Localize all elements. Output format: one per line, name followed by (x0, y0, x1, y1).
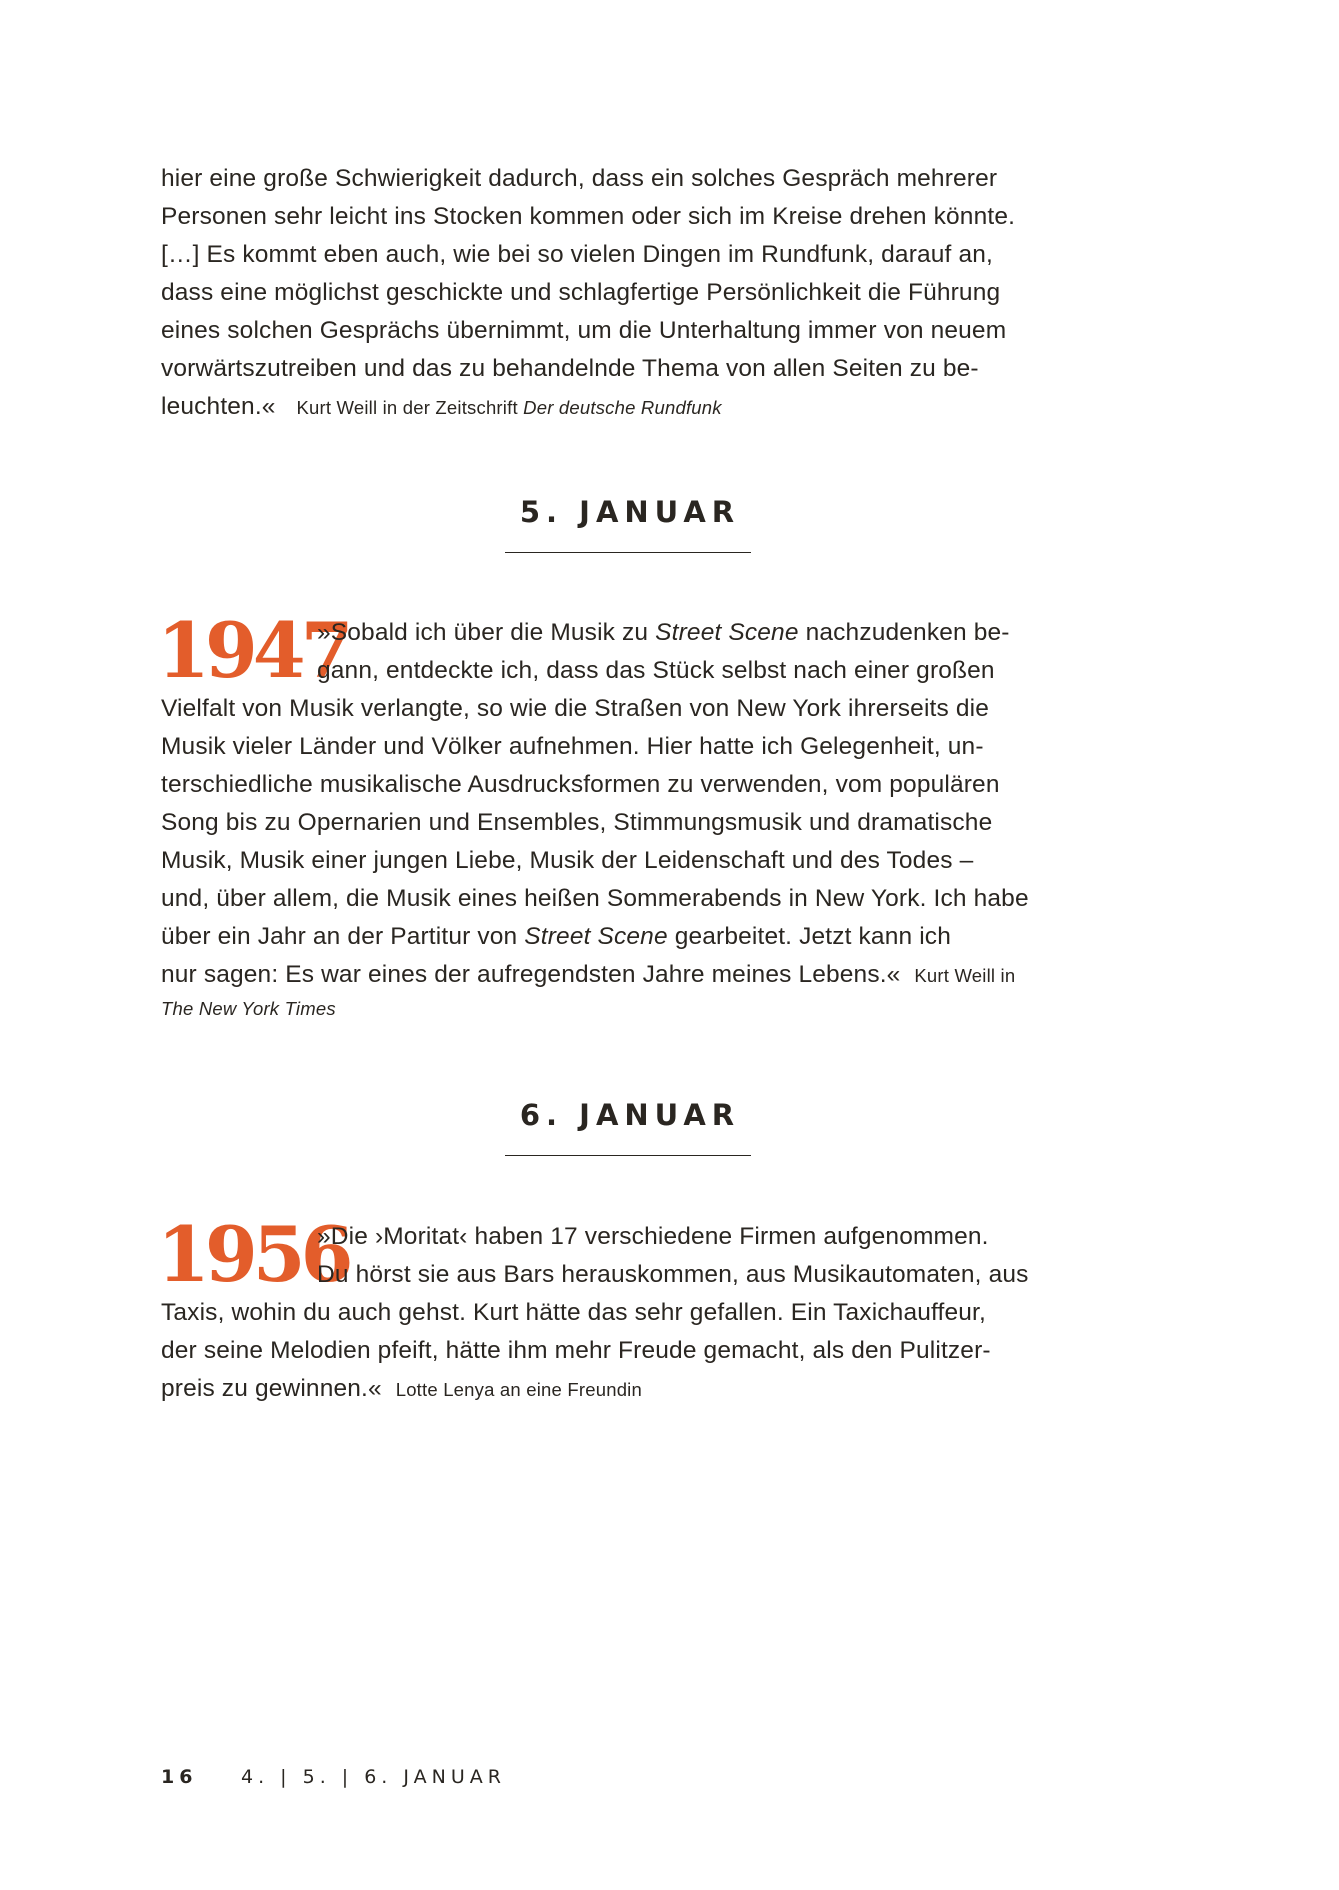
intro-line: vorwärtszutreiben und das zu behandelnde Thema von allen Seiten zu be- (161, 355, 979, 382)
jan6-line: Taxis, wohin du auch gehst. Kurt hätte das sehr gefallen. Ein Taxichauffeur, (161, 1299, 986, 1326)
page-number: 16 (161, 1766, 198, 1788)
intro-line: dass eine möglichst geschickte und schlagfertige Persönlichkeit die Führung (161, 279, 1001, 306)
jan6-line: »Die ›Moritat‹ haben 17 verschiedene Firmen aufgenommen. (317, 1223, 989, 1250)
jan5-entry (161, 614, 1099, 1024)
jan5-quote-end: nur sagen: Es war eines der aufregendsten Jahre meines Lebens.« (161, 961, 901, 988)
jan5-line (161, 918, 1099, 956)
jan5-line: Vielfalt von Musik verlangte, so wie die Straßen von New York ihrerseits die (161, 695, 990, 722)
jan5-line: Musik, Musik einer jungen Liebe, Musik der Leidenschaft und des Todes – (161, 847, 974, 874)
jan6-year: 1956 (157, 1210, 349, 1299)
jan5-source-title: The New York Times (161, 998, 336, 1019)
jan5-line9-pre: über ein Jahr an der Partitur von (161, 923, 518, 950)
jan6-heading: 6. JANUAR (519, 1098, 741, 1132)
jan6-entry (161, 1218, 1099, 1408)
intro-source (296, 397, 721, 418)
jan5-line (161, 614, 1099, 652)
intro-line: Personen sehr leicht ins Stocken kommen oder sich im Kreise drehen könnte. (161, 203, 1016, 230)
jan5-heading-wrap (0, 495, 1260, 529)
jan6-line (161, 1370, 1099, 1408)
page-footer (161, 1766, 506, 1788)
intro-source-prefix: Kurt Weill in der Zeitschrift (296, 397, 518, 418)
intro-line: […] Es kommt eben auch, wie bei so vielen Dingen im Rundfunk, darauf an, (161, 241, 993, 268)
jan5-line: gann, entdeckte ich, dass das Stück selbst nach einer großen (317, 657, 995, 684)
intro-line: hier eine große Schwierigkeit dadurch, dass ein solches Gespräch mehrerer (161, 165, 998, 192)
jan5-line: Musik vieler Länder und Völker aufnehmen. Hier hatte ich Gelegenheit, un- (161, 733, 984, 760)
jan5-source-prefix: Kurt Weill in (914, 965, 1016, 986)
intro-quote-end: leuchten.« (161, 393, 276, 420)
jan5-line9-title: Street Scene (524, 923, 668, 950)
jan5-heading-rule (505, 552, 751, 553)
jan5-line1-pre: »Sobald ich über die Musik zu (317, 619, 649, 646)
jan5-line: terschiedliche musikalische Ausdrucksformen zu verwenden, vom populären (161, 771, 1000, 798)
intro-line: eines solchen Gesprächs übernimmt, um die Unterhaltung immer von neuem (161, 317, 1007, 344)
jan6-heading-wrap (0, 1098, 1260, 1132)
intro-source-title: Der deutsche Rundfunk (523, 397, 722, 418)
jan5-line9-post: gearbeitet. Jetzt kann ich (674, 923, 951, 950)
intro-last-line (161, 388, 1099, 426)
jan5-line1-title: Street Scene (655, 619, 799, 646)
intro-paragraph (161, 160, 1099, 426)
jan5-line: Song bis zu Opernarien und Ensembles, Stimmungsmusik und dramatische (161, 809, 993, 836)
jan5-year: 1947 (157, 606, 349, 695)
jan5-line1-post: nachzudenken be- (805, 619, 1010, 646)
jan5-line (161, 956, 1099, 994)
jan6-source: Lotte Lenya an eine Freundin (395, 1379, 642, 1400)
jan6-heading-rule (505, 1155, 751, 1156)
running-head: 4. | 5. | 6. JANUAR (241, 1766, 506, 1788)
jan6-line: Du hörst sie aus Bars herauskommen, aus Musikautomaten, aus (317, 1261, 1029, 1288)
jan5-line: und, über allem, die Musik eines heißen Sommerabends in New York. Ich habe (161, 885, 1029, 912)
jan6-line: der seine Melodien pfeift, hätte ihm mehr Freude gemacht, als den Pulitzer- (161, 1337, 991, 1364)
jan5-heading: 5. JANUAR (519, 495, 741, 529)
jan6-quote-end: preis zu gewinnen.« (161, 1375, 382, 1402)
